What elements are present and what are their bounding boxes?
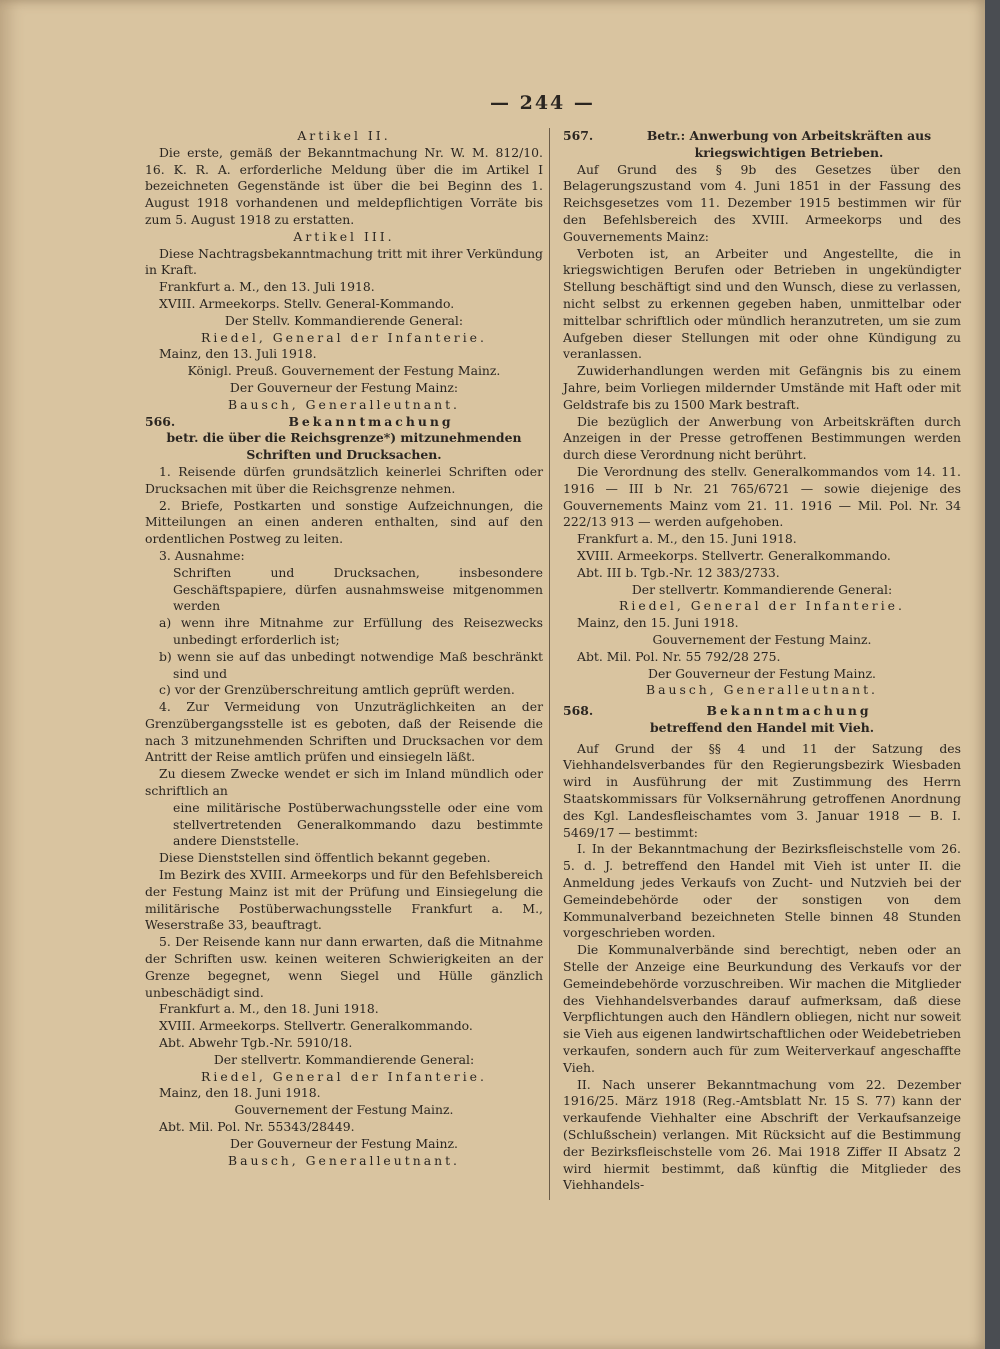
signature-4-role: Der Gouverneur der Festung Mainz. — [230, 1135, 458, 1151]
notice-568-para-2: I. In der Bekanntmachung der Bezirksfleischstelle vom 26. 5. d. J. betreffend den Handel mit Vieh ist unter II. die Anmeldung jedes Verkaufs von Zucht- und Nutzvieh bei der Gemeindebehörde oder der sonstigen von dem Kommunalverband bezeichneten Stelle binnen 48 Stunden vorgeschrieben worden. — [563, 841, 961, 941]
right-column — [563, 128, 961, 1194]
article-2-heading: Artikel II. — [297, 128, 391, 143]
signature-6-authority: Gouvernement der Festung Mainz. — [652, 631, 872, 647]
signature-4-ref: Abt. Mil. Pol. Nr. 55343/28449. — [159, 1119, 355, 1135]
column-divider — [549, 128, 550, 1200]
notice-567-para-1: Auf Grund des § 9b des Gesetzes über den Belagerungszustand vom 4. Juni 1851 in der Fassung des Reichsgesetzes vom 11. Dezember 1915 bestimmen wir für den Befehlsbereich des XVIII. Armeekorps und des Gouvernements Mainz: — [563, 161, 961, 244]
article-3-text: Diese Nachtragsbekanntmachung tritt mit ihrer Verkündung in Kraft. — [145, 245, 543, 278]
signature-2-role: Der Gouverneur der Festung Mainz: — [229, 379, 459, 395]
signature-6-date: Mainz, den 15. Juni 1918. — [577, 615, 739, 631]
notice-566-item-4-office: eine militärische Postüberwachungsstelle oder eine vom stellvertretenden Generalkommando dazu bestimmte andere Dienststelle. — [173, 799, 543, 849]
signature-4-authority: Gouvernement der Festung Mainz. — [234, 1102, 454, 1118]
notice-566-item-2: 2. Briefe, Postkarten und sonstige Aufzeichnungen, die Mitteilungen an einen anderen enthalten, sind auf den ordentlichen Postweg zu leiten. — [145, 497, 543, 547]
signature-5-ref: Abt. III b. Tgb.-Nr. 12 383/2733. — [577, 564, 780, 580]
notice-566-title: Bekanntmachung — [288, 413, 454, 429]
notice-566-item-3b: b) wenn sie auf das unbedingt notwendige Maß beschränkt sind und — [159, 648, 543, 681]
notice-568-number: 568. — [563, 703, 594, 719]
signature-3-ref: Abt. Abwehr Tgb.-Nr. 5910/18. — [159, 1035, 353, 1051]
signature-4-date: Mainz, den 18. Juni 1918. — [159, 1085, 321, 1101]
signature-1-name: Riedel, General der Infanterie. — [201, 329, 487, 345]
signature-4-name: Bausch, Generalleutnant. — [228, 1152, 460, 1168]
notice-566-item-3c: c) vor der Grenzüberschreitung amtlich geprüft werden. — [159, 682, 515, 698]
signature-5-command: XVIII. Armeekorps. Stellvertr. Generalkommando. — [577, 547, 891, 563]
article-3-heading: Artikel III. — [293, 228, 395, 244]
notice-568-heading — [563, 703, 961, 720]
notice-568-para-4: II. Nach unserer Bekanntmachung vom 22. Dezember 1916/25. März 1918 (Reg.-Amtsblatt Nr. 15 S. 77) kann der verkaufende Viehhalter eine Abschrift der Verkaufsanzeige (Schlußschein) verlangen. Mit Rücksicht auf die Bestimmung der Bezirksfleischstelle vom 26. Mai 1918 Ziffer II Absatz 2 wird hiermit bestimmt, daß künftig die Mitglieder des Viehhandels- — [563, 1076, 961, 1193]
notice-566-heading — [145, 414, 543, 431]
signature-3-role: Der stellvertr. Kommandierende General: — [213, 1051, 475, 1067]
signature-1-command: XVIII. Armeekorps. Stellv. General-Kommando. — [159, 295, 455, 311]
notice-567-heading — [563, 128, 961, 162]
page-number: — 244 — — [490, 92, 595, 114]
signature-5-name: Riedel, General der Infanterie. — [619, 598, 905, 614]
notice-567-para-3: Zuwiderhandlungen werden mit Gefängnis bis zu einem Jahre, beim Vorliegen mildernder Umstände mit Haft oder mit Geldstrafe bis zu 1500 Mark bestraft. — [563, 363, 961, 412]
notice-568-title: Bekanntmachung — [706, 703, 872, 719]
notice-567-para-2: Verboten ist, an Arbeiter und Angestellte, die in kriegswichtigen Berufen oder Betrieben in ungekündigter Stellung beschäftigt sind und den Wunsch, diese zu verlassen, nicht selbst zu erkennen gegeben haben, unmittelbar oder mittelbar schriftlich oder mündlich heranzutreten, um sie zum Aufgeben dieser Stellungen mit oder ohne Kündigung zu veranlassen. — [563, 245, 961, 362]
notice-566-subtitle: betr. die über die Reichsgrenze*) mitzunehmenden Schriften und Drucksachen. — [166, 430, 522, 463]
signature-2-authority: Königl. Preuß. Gouvernement der Festung Mainz. — [187, 363, 501, 379]
signature-6-ref: Abt. Mil. Pol. Nr. 55 792/28 275. — [577, 648, 781, 664]
notice-566-item-1: 1. Reisende dürfen grundsätzlich keinerlei Schriften oder Drucksachen mit über die Reichsgrenze nehmen. — [145, 463, 543, 496]
notice-568-para-3: Die Kommunalverbände sind berechtigt, neben oder an Stelle der Anzeige eine Beurkundung des Verkaufs vor der Gemeindebehörde vorzuschreiben. Wir machen die Mitglieder des Viehhandelsverbandes darauf aufmerksam, daß diese Verpflichtungen auch den Händlern obliegen, nicht nur soweit sie Vieh aus eigenen landwirtschaftlichen oder Weidebetrieben verkaufen, sondern auch für zum Weiterverkauf angeschaffte Vieh. — [563, 942, 961, 1075]
notice-567-number: 567. — [563, 128, 594, 143]
left-column — [145, 128, 543, 1169]
signature-2-date: Mainz, den 13. Juli 1918. — [159, 346, 317, 362]
signature-5-date: Frankfurt a. M., den 15. Juni 1918. — [577, 531, 797, 547]
signature-6-name: Bausch, Generalleutnant. — [646, 682, 878, 698]
signature-3-name: Riedel, General der Infanterie. — [201, 1068, 487, 1084]
notice-567-title: Betr.: Anwerbung von Arbeitskräften aus kriegswichtigen Betrieben. — [646, 128, 932, 160]
notice-568-subtitle: betreffend den Handel mit Vieh. — [649, 719, 875, 735]
notice-566-item-3-heading: 3. Ausnahme: — [159, 547, 245, 563]
notice-566-number: 566. — [145, 413, 176, 429]
signature-6-role: Der Gouverneur der Festung Mainz. — [648, 665, 876, 681]
signature-1-role: Der Stellv. Kommandierende General: — [224, 312, 464, 328]
notice-566-item-3-text: Schriften und Drucksachen, insbesondere Geschäftspapiere, dürfen ausnahmsweise mitgenommen werden — [173, 564, 543, 614]
notice-566-item-4-contact: Zu diesem Zwecke wendet er sich im Inland mündlich oder schriftlich an — [145, 766, 543, 799]
notice-566-item-5: 5. Der Reisende kann nur dann erwarten, daß die Mitnahme der Schriften usw. keinen weiteren Schwierigkeiten an der Grenze begegnet, wenn Siegel und Hülle gänzlich unbeschädigt sind. — [145, 934, 543, 1000]
notice-566-item-3a: a) wenn ihre Mitnahme zur Erfüllung des Reisezwecks unbedingt erforderlich ist; — [159, 615, 543, 647]
notice-566-item-4: 4. Zur Vermeidung von Unzuträglichkeiten an der Grenzübergangsstelle ist es geboten, daß der Reisende die nach 3 mitzunehmenden Schriften und Drucksachen vor dem Antritt der Reise amtlich prüfen und einsiegeln läßt. — [145, 699, 543, 765]
signature-2-name: Bausch, Generalleutnant. — [228, 396, 460, 412]
notice-566-item-4-district: Im Bezirk des XVIII. Armeekorps und für den Befehlsbereich der Festung Mainz ist mit der Prüfung und Einsiegelung die militärische Postüberwachungsstelle Frankfurt a. M., Weserstraße 33, beauftragt. — [145, 867, 543, 933]
article-2-text: Die erste, gemäß der Bekanntmachung Nr. W. M. 812/10. 16. K. R. A. erforderliche Meldung über die im Artikel I bezeichneten Gegenstände ist über die bei Beginn des 1. August 1918 vorhandenen und meldepflichtigen Vorräte bis zum 5. August 1918 zu erstatten. — [145, 144, 543, 227]
signature-3-command: XVIII. Armeekorps. Stellvertr. Generalkommando. — [159, 1018, 473, 1034]
notice-567-para-4: Die bezüglich der Anwerbung von Arbeitskräften durch Anzeigen in der Presse getroffenen Bestimmungen werden durch diese Verordnung nicht berührt. — [563, 413, 961, 463]
notice-566-item-4-public: Diese Dienststellen sind öffentlich bekannt gegeben. — [159, 850, 491, 866]
notice-568-para-1: Auf Grund der §§ 4 und 11 der Satzung des Viehhandelsverbandes für den Regierungsbezirk Wiesbaden wird in Ausführung der mit Zustimmung des Herrn Staatskommissars für Volksernährung getroffenen Anordnung des Kgl. Landesfleischamtes vom 3. Januar 1918 — B. I. 5469/17 — bestimmt: — [563, 740, 961, 840]
signature-1-date: Frankfurt a. M., den 13. Juli 1918. — [159, 279, 375, 295]
signature-5-role: Der stellvertr. Kommandierende General: — [631, 581, 893, 597]
signature-3-date: Frankfurt a. M., den 18. Juni 1918. — [159, 1001, 379, 1017]
notice-567-para-5: Die Verordnung des stellv. Generalkommandos vom 14. 11. 1916 — III b Nr. 21 765/6721 — sowie diejenige des Gouvernements Mainz vom 21. 11. 1916 — Mil. Pol. Nr. 34 222/13 913 — werden aufgehoben. — [563, 463, 961, 530]
